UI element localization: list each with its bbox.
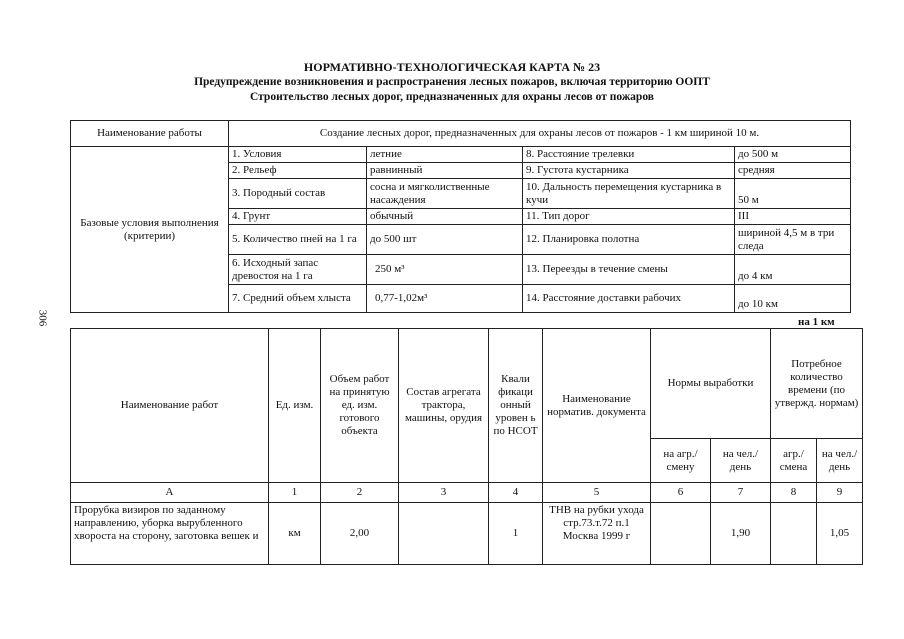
conditions-label: Базовые условия выполнения (критерии) [71, 147, 229, 313]
cond-value: средняя [735, 163, 851, 179]
cond-value: сосна и мягколиственные насаждения [367, 179, 523, 209]
cond-value: обычный [367, 209, 523, 225]
row-unit-composition [399, 503, 489, 565]
column-number: 5 [543, 483, 651, 503]
document-subtitle-2: Строительство лесных дорог, предназначенных для охраны лесов от пожаров [249, 91, 654, 103]
cond-key: 13. Переезды в течение смены [523, 255, 735, 285]
row-unit: км [269, 503, 321, 565]
header-unit: Ед. изм. [269, 329, 321, 483]
row-norm-man: 1,90 [711, 503, 771, 565]
row-qualification: 1 [489, 503, 543, 565]
cond-key: 7. Средний объем хлыста [229, 285, 367, 313]
cond-key: 6. Исходный запас древостоя на 1 га [229, 255, 367, 285]
page-number: 306 [36, 309, 49, 327]
cond-value: 50 м [735, 179, 851, 209]
cond-value: 0,77-1,02м³ [367, 285, 523, 313]
cond-value: до 10 км [735, 285, 851, 313]
cond-key: 8. Расстояние трелевки [523, 147, 735, 163]
header-qualification: Квали фикаци онный уровен ь по НСОТ [489, 329, 543, 483]
cond-value: 250 м³ [367, 255, 523, 285]
document-subtitle: Предупреждение возникновения и распространения лесных пожаров, включая территорию ООПТ [194, 76, 710, 88]
column-number: 4 [489, 483, 543, 503]
cond-key: 11. Тип дорог [523, 209, 735, 225]
header-volume: Объем работ на принятую ед. изм. готового объекта [321, 329, 399, 483]
row-time-man: 1,05 [817, 503, 863, 565]
column-number: А [71, 483, 269, 503]
column-number: 2 [321, 483, 399, 503]
header-document: Наименование норматив. документа [543, 329, 651, 483]
cond-key: 5. Количество пней на 1 га [229, 225, 367, 255]
cond-value: до 4 км [735, 255, 851, 285]
column-number: 1 [269, 483, 321, 503]
row-time-agr [771, 503, 817, 565]
cond-value: до 500 шт [367, 225, 523, 255]
header-time: Потребное количество времени (по утвержд. нормам) [771, 329, 863, 439]
cond-key: 1. Условия [229, 147, 367, 163]
work-value: Создание лесных дорог, предназначенных для охраны лесов от пожаров - 1 км шириной 10 м. [229, 121, 851, 147]
cond-key: 14. Расстояние доставки рабочих [523, 285, 735, 313]
cond-key: 9. Густота кустарника [523, 163, 735, 179]
header-work-name: Наименование работ [71, 329, 269, 483]
row-work-name: Прорубка визиров по заданному направлению, уборка вырубленного хвороста на сторону, заготовка вешек и [71, 503, 269, 565]
row-norm-agr [651, 503, 711, 565]
conditions-table [70, 120, 851, 313]
header-norm-agr: на агр./ смену [651, 439, 711, 483]
row-document: ТНВ на рубки ухода стр.73.т.72 п.1 Москва 1999 г [543, 503, 651, 565]
document-title: НОРМАТИВНО-ТЕХНОЛОГИЧЕСКАЯ КАРТА № 23 [303, 60, 601, 74]
column-number: 3 [399, 483, 489, 503]
per-unit-note: на 1 км [798, 316, 835, 328]
column-number: 8 [771, 483, 817, 503]
works-table [70, 328, 863, 565]
header-time-agr: агр./ смена [771, 439, 817, 483]
header-unit-composition: Состав агрегата трактора, машины, орудия [399, 329, 489, 483]
row-volume: 2,00 [321, 503, 399, 565]
column-number: 7 [711, 483, 771, 503]
column-number: 6 [651, 483, 711, 503]
header-norm-man: на чел./ день [711, 439, 771, 483]
header-time-man: на чел./ день [817, 439, 863, 483]
cond-value: равнинный [367, 163, 523, 179]
cond-value: III [735, 209, 851, 225]
cond-value: шириной 4,5 м в три следа [735, 225, 851, 255]
cond-key: 4. Грунт [229, 209, 367, 225]
cond-key: 2. Рельеф [229, 163, 367, 179]
cond-key: 10. Дальность перемещения кустарника в кучи [523, 179, 735, 209]
cond-key: 3. Породный состав [229, 179, 367, 209]
cond-key: 12. Планировка полотна [523, 225, 735, 255]
header-norms: Нормы выработки [651, 329, 771, 439]
cond-value: летние [367, 147, 523, 163]
column-number: 9 [817, 483, 863, 503]
cond-value: до 500 м [735, 147, 851, 163]
work-label: Наименование работы [71, 121, 229, 147]
